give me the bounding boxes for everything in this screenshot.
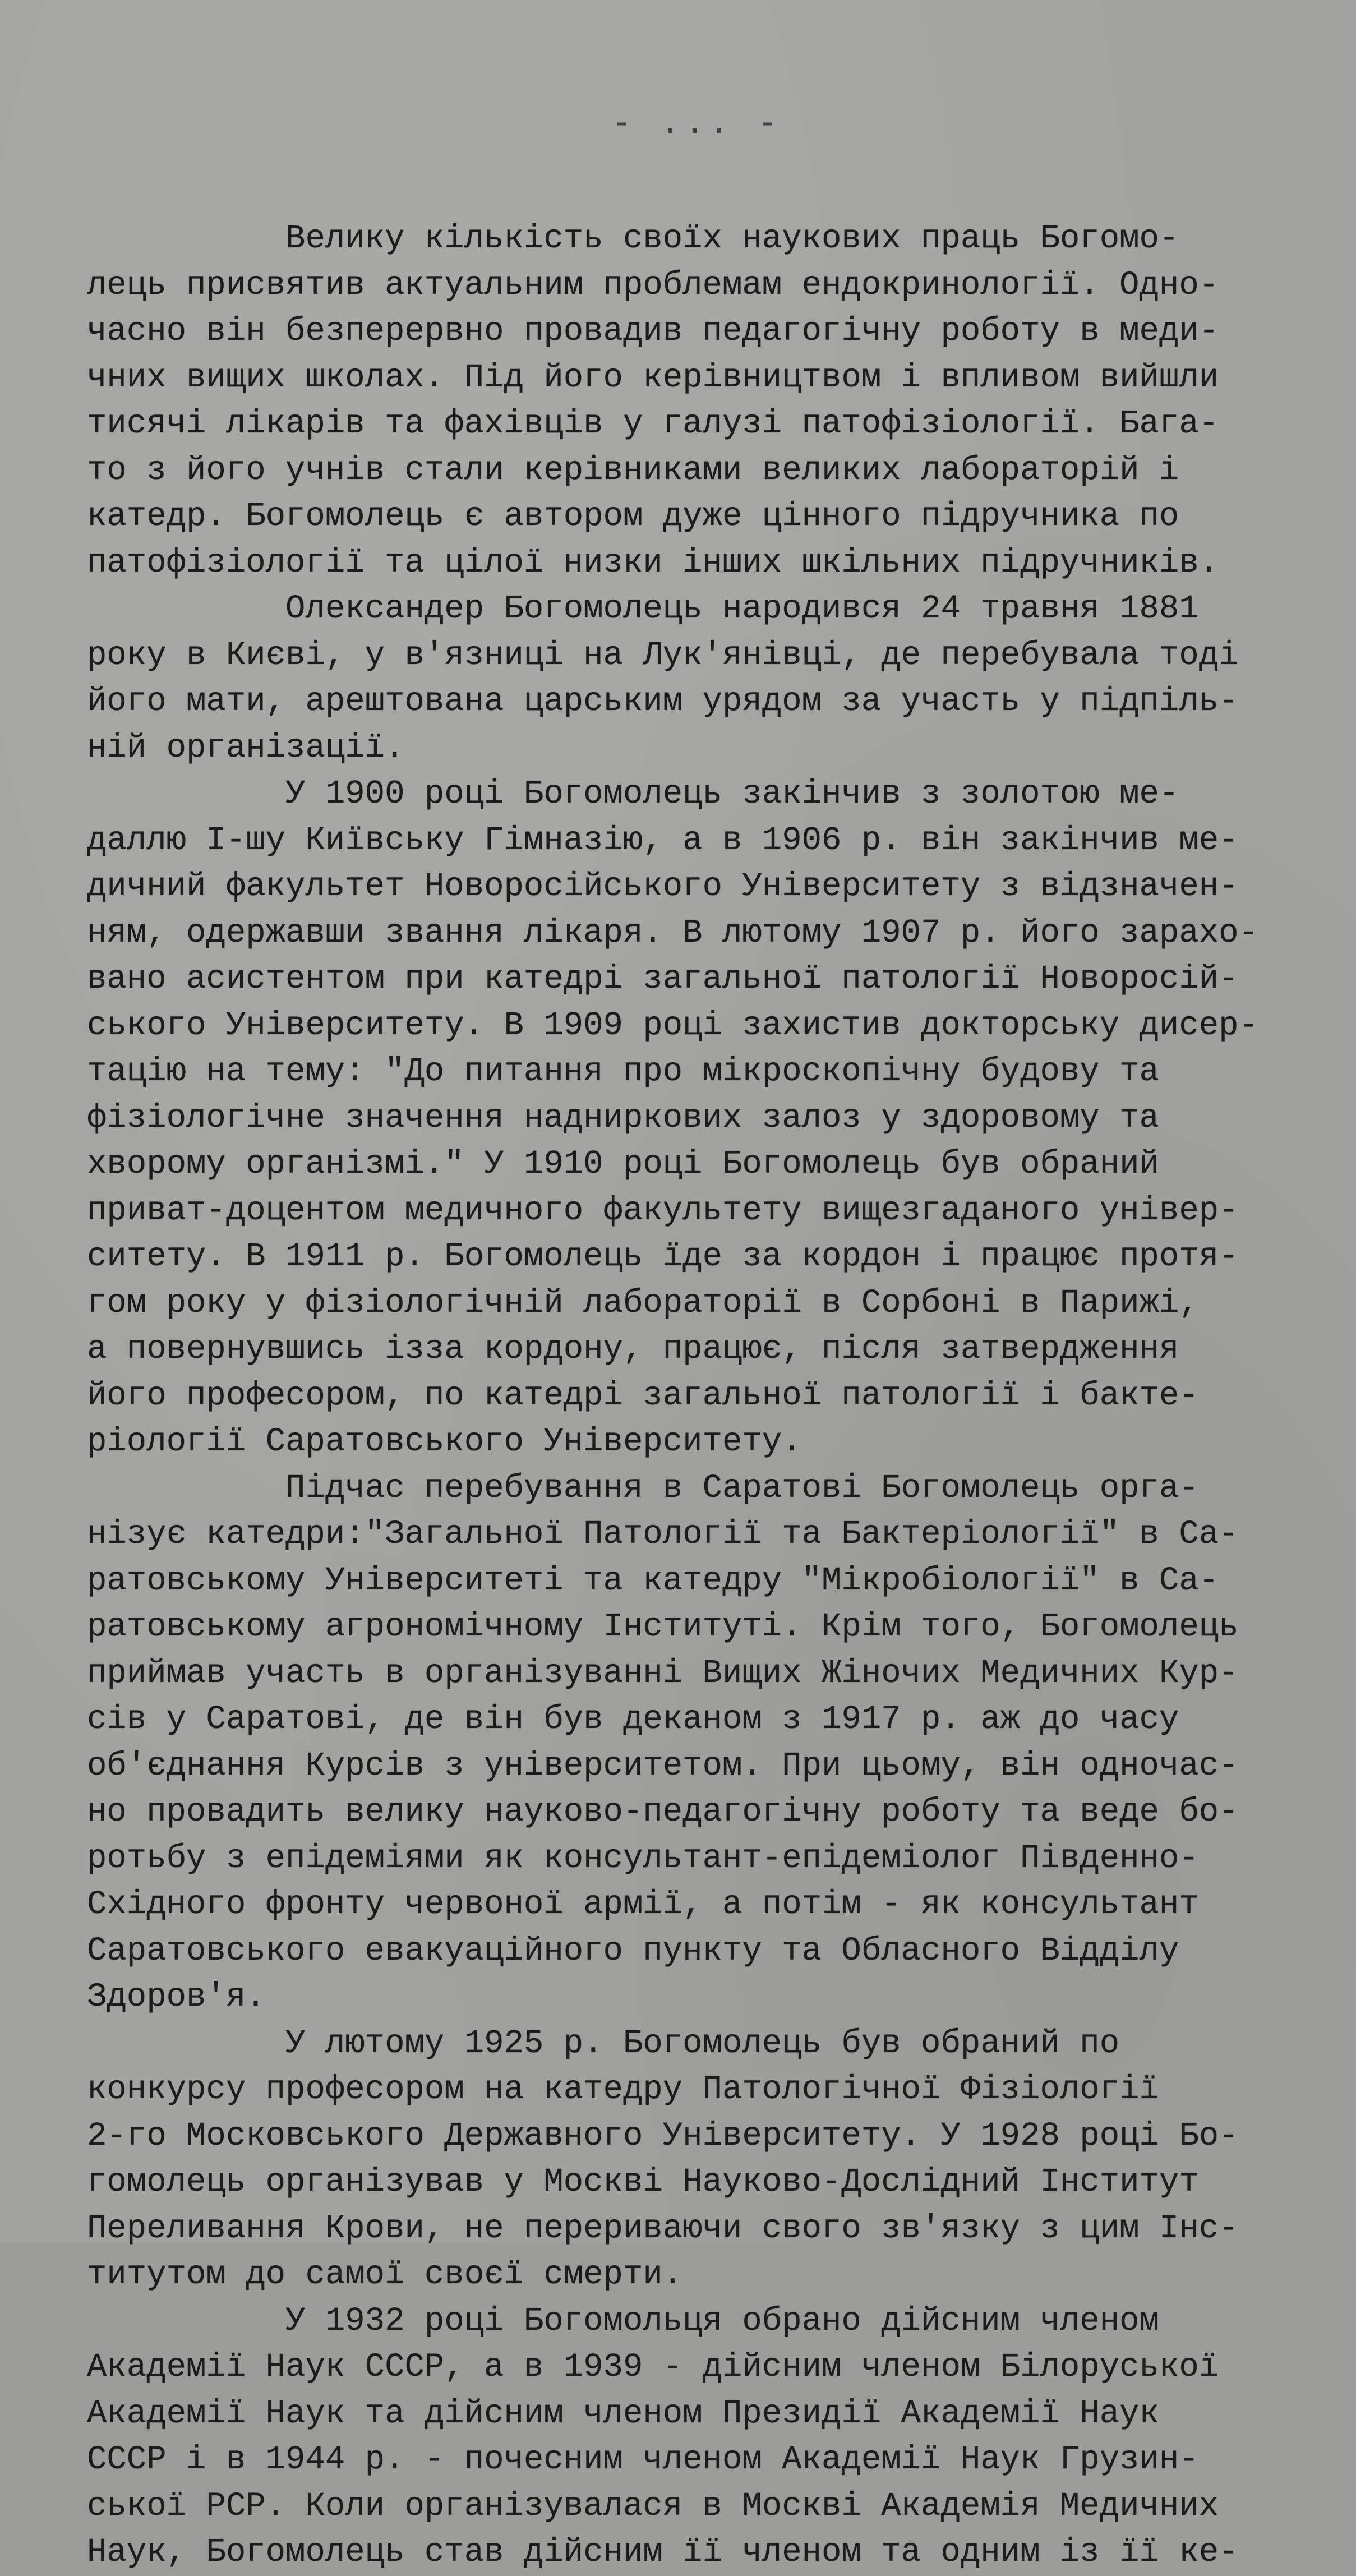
text-line: то з його учнів стали керівниками великих лабораторій і — [87, 451, 1179, 489]
text-line: даллю I-шу Київську Гімназію, а в 1906 р. він закінчив ме- — [87, 821, 1239, 859]
text-line: лець присвятив актуальним проблемам ендокринології. Одно- — [87, 266, 1219, 304]
text-line: титутом до самої своєї смерти. — [87, 2256, 683, 2293]
text-line: ріології Саратовського Університету. — [87, 1423, 802, 1460]
text-line: хворому організмі." У 1910 році Богомолець був обраний — [87, 1145, 1159, 1183]
text-line: Переливання Крови, не перериваючи свого зв'язку з цим Інс- — [87, 2209, 1239, 2247]
text-line: конкурсу професором на катедру Патологічної Фізіології — [87, 2071, 1159, 2108]
text-line: чних вищих школах. Під його керівництвом і впливом вийшли — [87, 358, 1219, 397]
text-line: патофізіології та цілої низки інших шкільних підручників. — [87, 543, 1219, 582]
text-line: сів у Саратові, де він був деканом з 1917 р. аж до часу — [87, 1701, 1179, 1738]
text-line: катедр. Богомолець є автором дуже цінного підручника по — [87, 497, 1179, 535]
text-line: ратовському агрономічному Інституті. Крім того, Богомолець — [87, 1608, 1239, 1646]
text-line: Академії Наук та дійсним членом Президії Академії Наук — [87, 2394, 1159, 2432]
text-line: його професором, по катедрі загальної патології і бакте- — [87, 1376, 1199, 1414]
body-text — [87, 216, 1287, 2576]
page-number: - ... - — [611, 101, 782, 142]
text-line: ської РСР. Коли організувалася в Москві Академія Медичних — [87, 2487, 1219, 2525]
text-line: гом року у фізіологічній лабораторії в Сорбоні в Парижі, — [87, 1284, 1199, 1322]
text-line: його мати, арештована царським урядом за участь у підпіль- — [87, 683, 1239, 720]
text-line: Академії Наук СССР, а в 1939 - дійсним членом Білоруської — [87, 2348, 1219, 2386]
text-line: Саратовського евакуаційного пункту та Обласного Відділу — [87, 1932, 1179, 1970]
text-line: Наук, Богомолець став дійсним її членом та одним із її ке- — [87, 2533, 1239, 2571]
text-line: а повернувшись ізза кордону, працює, після затвердження — [87, 1330, 1179, 1368]
text-line: дичний факультет Новоросійського Університету з відзначен- — [87, 868, 1239, 905]
text-line: ням, одержавши звання лікаря. В лютому 1907 р. його зарахо- — [87, 914, 1258, 952]
text-line: Велику кількість своїх наукових праць Богомо- — [87, 220, 1179, 257]
text-line: гомолець організував у Москві Науково-Дослідний Інститут — [87, 2163, 1199, 2201]
text-line: фізіологічне значення надниркових залоз у здоровому та — [87, 1099, 1159, 1137]
text-line: ситету. В 1911 р. Богомолець їде за кордон і працює протя- — [87, 1238, 1239, 1275]
text-line: тацію на тему: "До питання про мікроскопічну будову та — [87, 1053, 1159, 1090]
text-line: Підчас перебування в Саратові Богомолець орга- — [87, 1469, 1199, 1507]
text-line: У 1900 році Богомолець закінчив з золотою ме- — [87, 775, 1179, 813]
text-line: приват-доцентом медичного факультету вищезгаданого універ- — [87, 1191, 1239, 1229]
text-line: У 1932 році Богомольця обрано дійсним членом — [87, 2302, 1159, 2340]
text-line: тисячі лікарів та фахівців у галузі патофізіології. Бага- — [87, 405, 1219, 443]
text-line: Олександер Богомолець народився 24 травня 1881 — [87, 590, 1199, 628]
text-line: СССР і в 1944 р. - почесним членом Академії Наук Грузин- — [87, 2441, 1199, 2478]
text-line: нізує катедри:"Загальної Патології та Бактеріології" в Са- — [87, 1515, 1239, 1553]
text-line: ського Університету. В 1909 році захистив докторську дисер- — [87, 1006, 1258, 1044]
text-line: Східного фронту червоної армії, а потім - як консультант — [87, 1886, 1199, 1923]
text-line: року в Києві, у в'язниці на Лук'янівці, де перебувала тоді — [87, 636, 1239, 674]
text-line: часно він безперервно провадив педагогічну роботу в меди- — [87, 312, 1219, 350]
text-line: ротьбу з епідеміями як консультант-епідеміолог Південно- — [87, 1839, 1199, 1877]
text-line: но провадить велику науково-педагогічну роботу та веде бо- — [87, 1793, 1239, 1831]
text-line: 2-го Московського Державного Університету. У 1928 році Бо- — [87, 2117, 1239, 2155]
text-line: об'єднання Курсів з університетом. При цьому, він одночас- — [87, 1746, 1239, 1785]
text-line: приймав участь в організуванні Вищих Жіночих Медичних Кур- — [87, 1654, 1239, 1692]
text-line: вано асистентом при катедрі загальної патології Новоросій- — [87, 960, 1239, 998]
text-line: Здоров'я. — [87, 1978, 266, 2016]
text-line: ній організації. — [87, 729, 405, 767]
text-line: У лютому 1925 р. Богомолець був обраний по — [87, 2024, 1120, 2062]
text-line: ратовському Університеті та катедру "Мікробіології" в Са- — [87, 1561, 1219, 1600]
